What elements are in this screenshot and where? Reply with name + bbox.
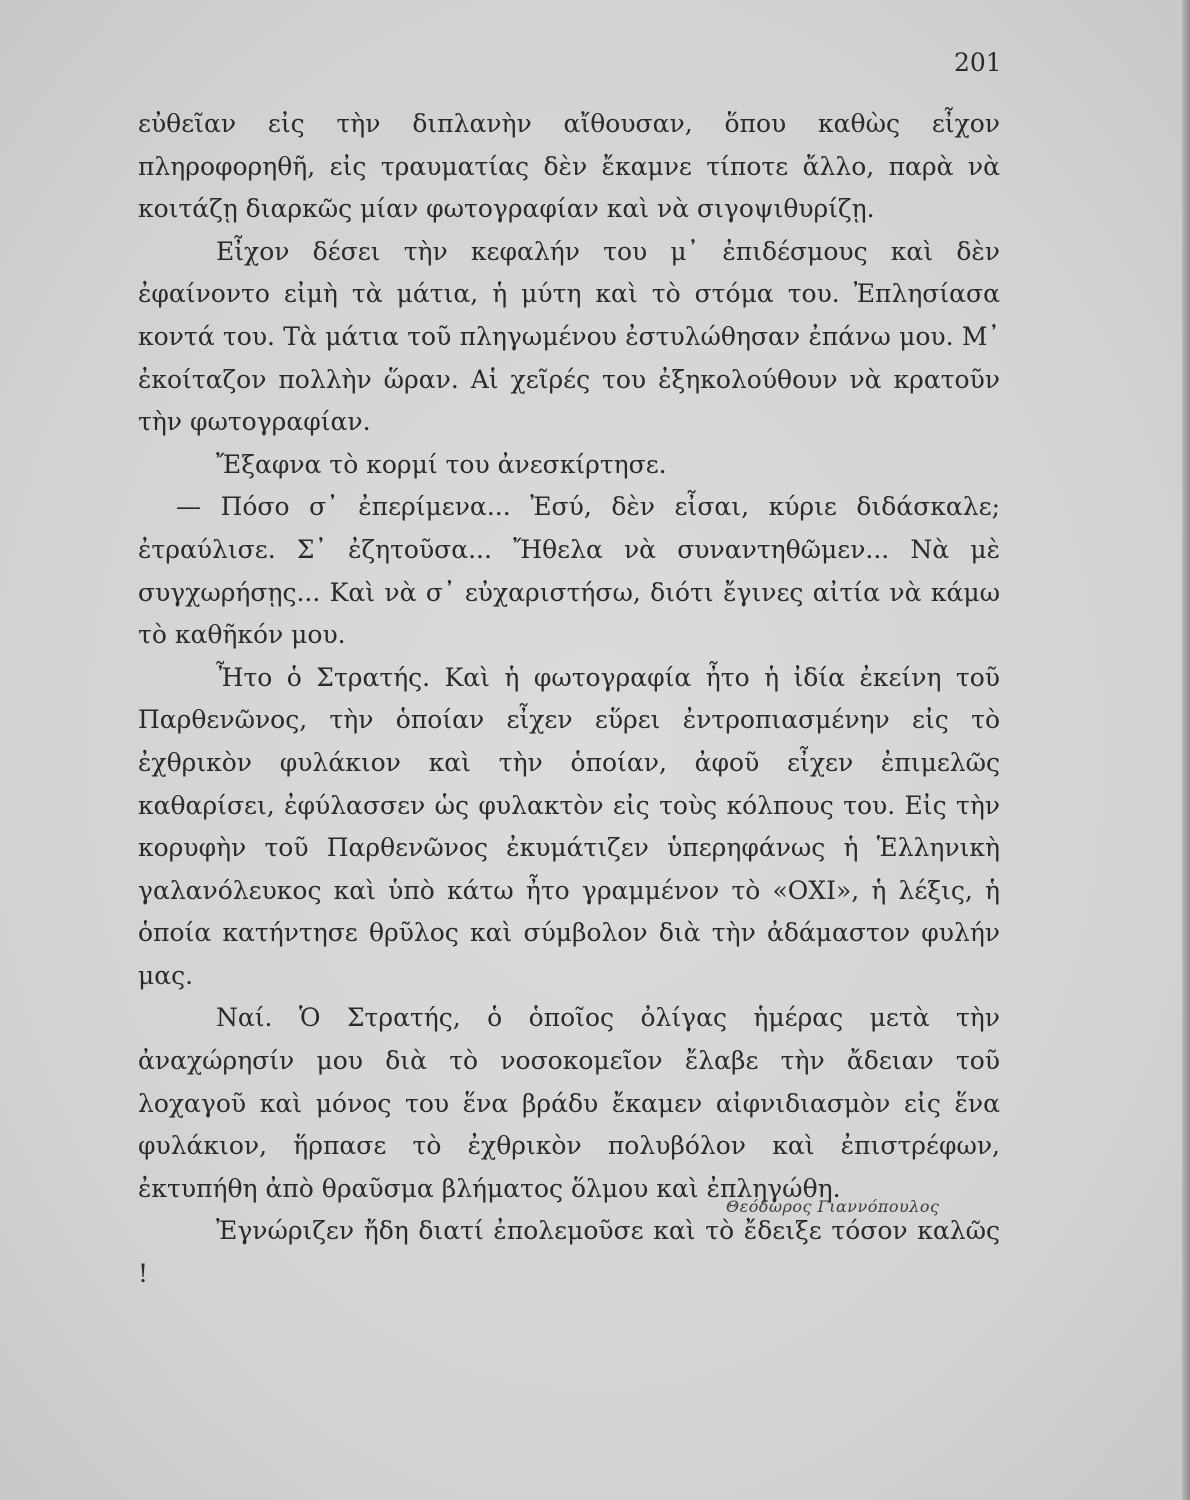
paragraph-1: εὐθεῖαν εἰς τὴν διπλανὴν αἴθουσαν, ὅπου καθὼς εἶχον πληροφορηθῆ, εἰς τραυματίας δὲν ἔκαμνε τίποτε ἄλλο, παρὰ νὰ κοιτάζῃ διαρκῶς μίαν φωτογραφίαν καὶ νὰ σιγοψιθυρίζῃ. [138, 109, 1000, 224]
author-signature: Θεόδωρος Γιαννόπουλος [726, 1197, 940, 1216]
paragraph-5: Ἦτο ὁ Στρατής. Καὶ ἡ φωτογραφία ἦτο ἡ ἰδία ἐκείνη τοῦ Παρθενῶνος, τὴν ὁποίαν εἶχεν εὕρει ἐντροπιασμένην εἰς τὸ ἐχθρικὸν φυλάκιον καὶ τὴν ὁποίαν, ἀφοῦ εἶχεν ἐπιμελῶς καθαρίσει, ἐφύλασσεν ὡς φυλακτὸν εἰς τοὺς κόλπους του. Εἰς τὴν κορυφὴν τοῦ Παρθενῶνος ἐκυμάτιζεν ὑπερηφάνως ἡ Ἑλληνικὴ γαλανόλευκος καὶ ὑπὸ κάτω ἦτο γραμμένον τὸ «ΟΧΙ», ἡ λέξις, ἡ ὁποία κατήντησε θρῦλος καὶ σύμβολον διὰ τὴν ἀδάμαστον φυλήν μας. [138, 662, 1000, 990]
paragraph-6: Ναί. Ὁ Στρατής, ὁ ὁποῖος ὀλίγας ἡμέρας μετὰ τὴν ἀναχώρησίν μου διὰ τὸ νοσοκομεῖον ἔλαβε τὴν ἄδειαν τοῦ λοχαγοῦ καὶ μόνος του ἕνα βράδυ ἔκαμεν αἰφνιδιασμὸν εἰς ἕνα φυλάκιον, ἥρπασε τὸ ἐχθρικὸν πολυβόλον καὶ ἐπιστρέφων, ἐκτυπήθη ἀπὸ θραῦσμα βλήματος ὅλμου καὶ ἐπληγώθη. [138, 1003, 1000, 1203]
paragraph-7: Ἐγνώριζεν ἤδη διατί ἐπολεμοῦσε καὶ τὸ ἔδειξε τόσον καλῶς ! [138, 1216, 1000, 1289]
body-text [138, 103, 1000, 1296]
paragraph-3: Ἔξαφνα τὸ κορμί του ἀνεσκίρτησε. [216, 449, 667, 479]
page-number: 201 [954, 48, 1002, 77]
page-edge-shadow [1182, 0, 1190, 1500]
paragraph-2: Εἶχον δέσει τὴν κεφαλήν του μ᾿ ἐπιδέσμους καὶ δὲν ἐφαίνοντο εἰμὴ τὰ μάτια, ἡ μύτη καὶ τὸ στόμα του. Ἐπλησίασα κοντά του. Τὰ μάτια τοῦ πληγωμένου ἐστυλώθησαν ἐπάνω μου. Μ᾿ ἐκοίταζον πολλὴν ὥραν. Αἱ χεῖρές του ἐξηκολούθουν νὰ κρατοῦν τὴν φωτογραφίαν. [138, 236, 1000, 437]
paragraph-dialogue: — Πόσο σ᾿ ἐπερίμενα... Ἐσύ, δὲν εἶσαι, κύριε διδάσκαλε; ἐτραύλισε. Σ᾿ ἐζητοῦσα... Ἤθελα νὰ συναντηθῶμεν... Νὰ μὲ συγχωρήσῃς... Καὶ νὰ σ᾿ εὐχαριστήσω, διότι ἔγινες αἰτία νὰ κάμω τὸ καθῆκόν μου. [138, 492, 1000, 650]
